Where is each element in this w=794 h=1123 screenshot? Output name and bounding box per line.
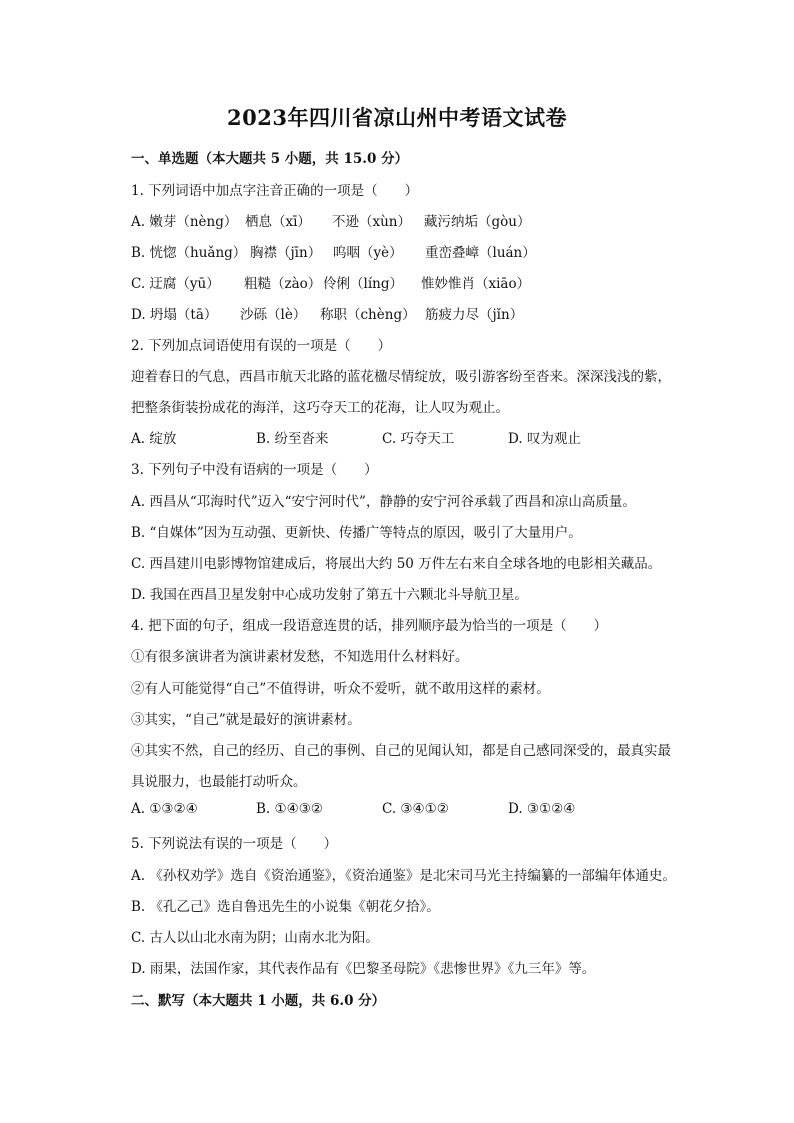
q2-option-b: B. 纷至沓来 xyxy=(256,431,329,447)
q1-b-3: 呜咽（yè） xyxy=(333,245,403,261)
q4-option-b: B. ①④③② xyxy=(256,801,323,817)
q1-d-1: D. 坍塌（tā） xyxy=(131,307,218,323)
question-5-stem: 5. 下列说法有误的一项是（ ） xyxy=(131,836,338,852)
question-3-option-a: A. 西昌从“邛海时代”迈入“安宁河时代”，静静的安宁河谷承载了西昌和凉山高质量。 xyxy=(131,494,636,510)
q4-option-c: C. ③④①② xyxy=(382,801,449,817)
question-2-passage-line-1: 迎着春日的气息，西昌市航天北路的蓝花楹尽情绽放，吸引游客纷至沓来。深深浅浅的紫， xyxy=(131,369,671,385)
q1-c-1: C. 迂腐（yū） xyxy=(131,276,220,292)
question-3-option-b: B. “自媒体”因为互动强、更新快、传播广等特点的原因，吸引了大量用户。 xyxy=(131,525,582,541)
question-3-option-c: C. 西昌建川电影博物馆建成后，将展出大约 50 万件左右来自全球各地的电影相关藏品。 xyxy=(131,556,662,572)
question-4-sentence-4: ④其实不然，自己的经历、自己的事例、自己的见闻认知，都是自己感同深受的，最真实最 xyxy=(131,743,671,759)
q1-a-4: 藏污纳垢（gòu） xyxy=(424,214,531,230)
question-2-stem: 2. 下列加点词语使用有误的一项是（ ） xyxy=(131,338,392,354)
question-5-option-c: C. 古人以山北水南为阴；山南水北为阳。 xyxy=(131,930,379,946)
q1-d-2: 沙砾（lè） xyxy=(240,307,307,323)
q1-a-3: 不逊（xùn） xyxy=(332,214,412,230)
q2-option-d: D. 叹为观止 xyxy=(508,431,581,447)
question-5-option-d: D. 雨果，法国作家，其代表作品有《巴黎圣母院》《悲惨世界》《九三年》等。 xyxy=(131,961,596,977)
q1-d-4: 筋疲力尽（jǐn） xyxy=(425,307,524,323)
q1-b-4: 重峦叠嶂（luán） xyxy=(425,245,536,261)
question-4-sentence-4-cont: 具说服力，也最能打动听众。 xyxy=(131,774,307,790)
question-4-sentence-1: ①有很多演讲者为演讲素材发愁，不知选用什么材料好。 xyxy=(131,649,469,665)
q1-a-2: 栖息（xī） xyxy=(245,214,311,230)
question-5-option-b: B. 《孔乙己》选自鲁迅先生的小说集《朝花夕拾》。 xyxy=(131,899,440,915)
section-heading-dictation: 二、默写（本大题共 1 小题，共 6.0 分） xyxy=(131,993,386,1009)
q4-option-a: A. ①③②④ xyxy=(131,801,198,817)
question-4-sentence-3: ③其实，“自己”就是最好的演讲素材。 xyxy=(131,712,361,728)
question-4-stem: 4. 把下面的句子，组成一段语意连贯的话，排列顺序最为恰当的一项是（ ） xyxy=(131,618,608,634)
q1-d-3: 称职（chèng） xyxy=(320,307,416,323)
question-3-stem: 3. 下列句子中没有语病的一项是（ ） xyxy=(131,462,378,478)
exam-title: 2023年四川省凉山州中考语文试卷 xyxy=(227,105,567,130)
q2-option-c: C. 巧夺天工 xyxy=(382,431,455,447)
q1-c-2: 粗糙（zào） xyxy=(244,276,322,292)
q1-c-4: 惟妙惟肖（xiāo） xyxy=(421,276,531,292)
q1-b-2: 胸襟（jīn） xyxy=(250,245,322,261)
q1-b-1: B. 恍惚（huǎng） xyxy=(131,245,247,261)
section-heading-single-choice: 一、单选题（本大题共 5 小题，共 15.0 分） xyxy=(131,151,409,167)
q4-option-d: D. ③①②④ xyxy=(508,801,576,817)
question-1-stem: 1. 下列词语中加点字注音正确的一项是（ ） xyxy=(131,183,419,199)
question-4-sentence-2: ②有人可能觉得“自己”不值得讲，听众不爱听，就不敢用这样的素材。 xyxy=(131,681,550,697)
question-3-option-d: D. 我国在西昌卫星发射中心成功发射了第五十六颗北斗导航卫星。 xyxy=(131,587,528,603)
question-5-option-a: A. 《孙权劝学》选自《资治通鉴》，《资治通鉴》是北宋司马光主持编纂的一部编年体通史。 xyxy=(131,868,676,884)
q1-a-1: A. 嫩芽（nèng） xyxy=(131,214,238,230)
q1-c-3: 伶俐（líng） xyxy=(323,276,403,292)
q2-option-a: A. 绽放 xyxy=(131,431,177,447)
question-2-passage-line-2: 把整条街装扮成花的海洋，这巧夺天工的花海，让人叹为观止。 xyxy=(131,400,509,416)
